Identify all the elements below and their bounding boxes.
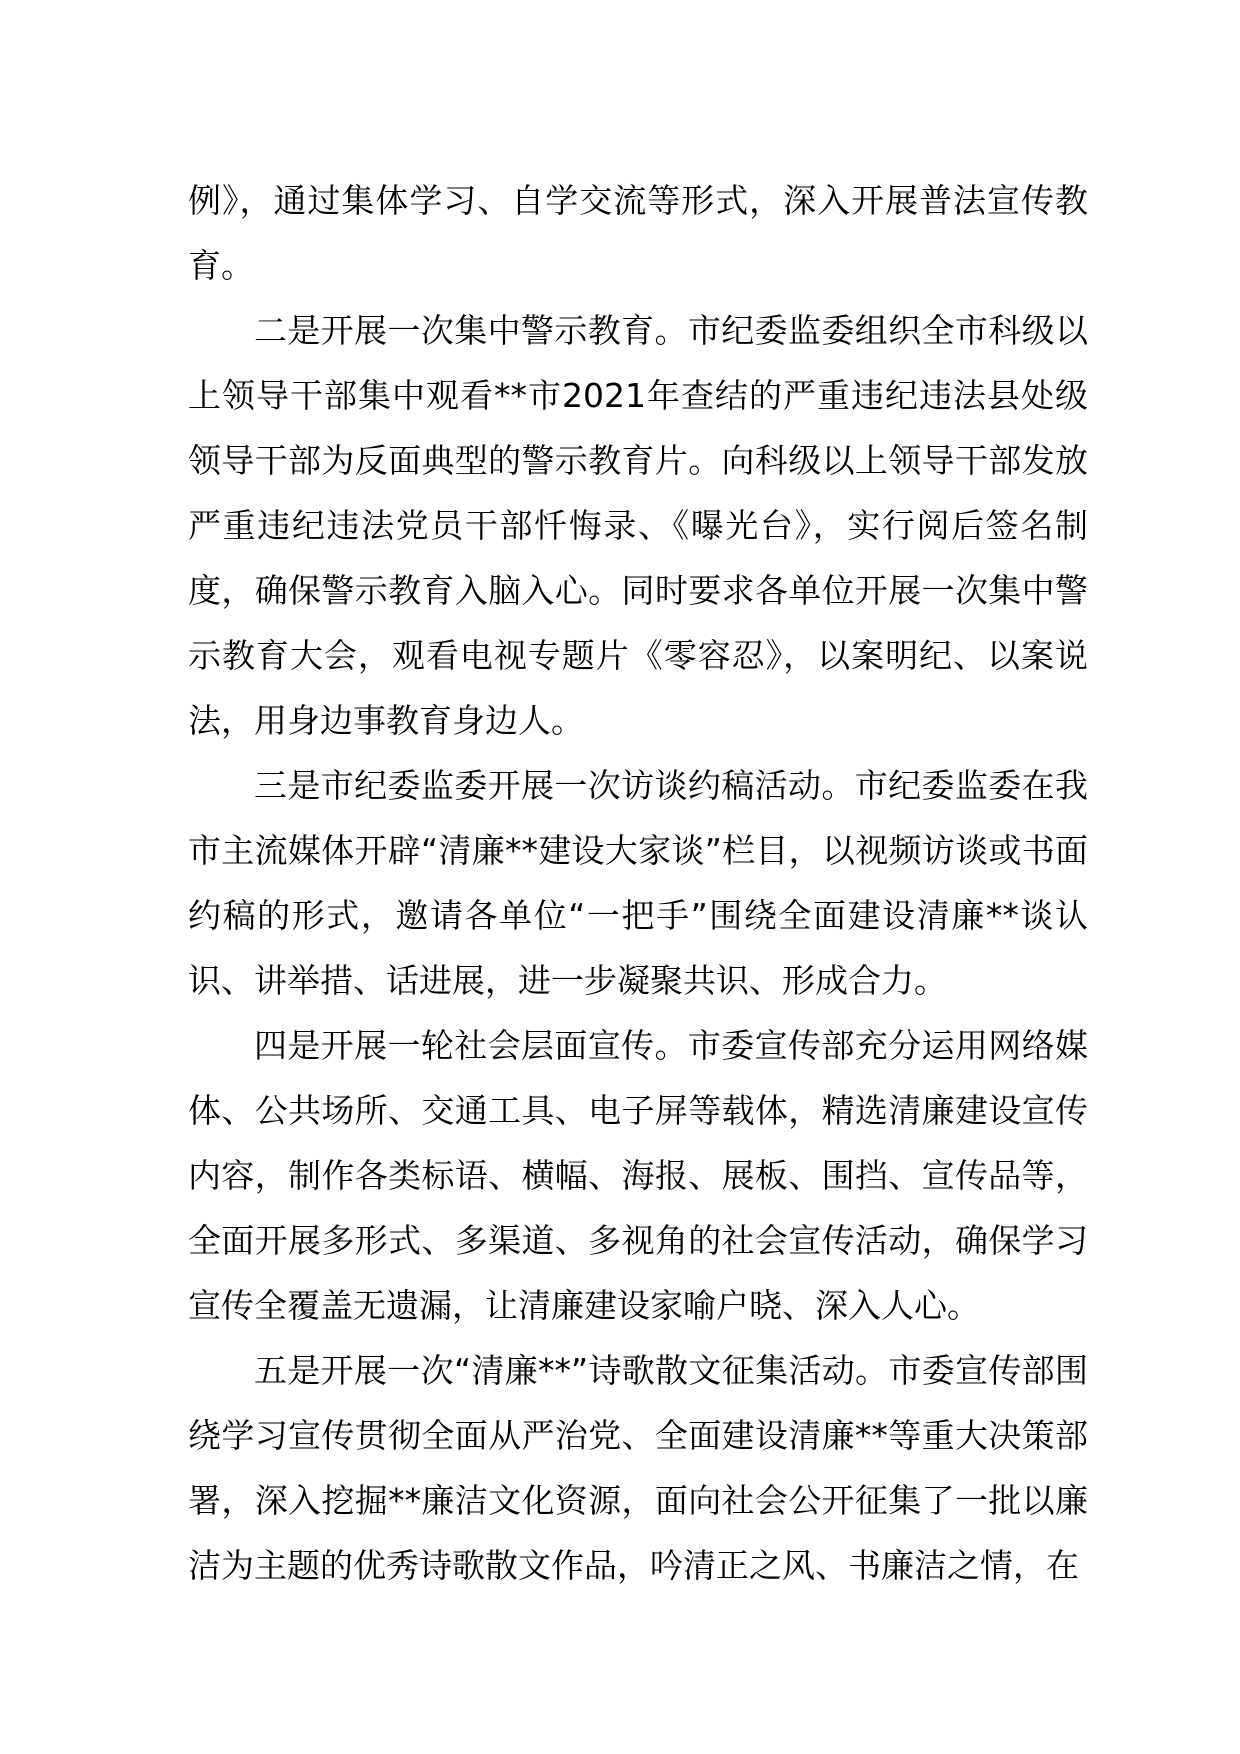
- paragraph-interview-activity: 三是市纪委监委开展一次访谈约稿活动。市纪委监委在我市主流媒体开辟“清廉**建设大家谈”栏目，以视频访谈或书面约稿的形式，邀请各单位“一把手”围绕全面建设清廉**谈认识、讲举措、话进展，进一步凝聚共识、形成合力。: [188, 766, 1088, 1000]
- document-body: [188, 168, 1088, 1598]
- paragraph-warning-education: 二是开展一次集中警示教育。市纪委监委组织全市科级以上领导干部集中观看**市2021年查结的严重违纪违法县处级领导干部为反面典型的警示教育片。向科级以上领导干部发放严重违纪违法党员干部忏悔录、《曝光台》，实行阅后签名制度，确保警示教育入脑入心。同时要求各单位开展一次集中警示教育大会，观看电视专题片《零容忍》，以案明纪、以案说法，用身边事教育身边人。: [188, 311, 1088, 740]
- paragraph-social-publicity: 四是开展一轮社会层面宣传。市委宣传部充分运用网络媒体、公共场所、交通工具、电子屏等载体，精选清廉建设宣传内容，制作各类标语、横幅、海报、展板、围挡、宣传品等，全面开展多形式、多渠道、多视角的社会宣传活动，确保学习宣传全覆盖无遗漏，让清廉建设家喻户晓、深入人心。: [188, 1026, 1088, 1325]
- paragraph-continued-regulation: 例》，通过集体学习、自学交流等形式，深入开展普法宣传教育。: [188, 181, 1088, 285]
- paragraph-poetry-collection: 五是开展一次“清廉**”诗歌散文征集活动。市委宣传部围绕学习宣传贯彻全面从严治党、全面建设清廉**等重大决策部署，深入挖掘**廉洁文化资源，面向社会公开征集了一批以廉洁为主题的优秀诗歌散文作品，吟清正之风、书廉洁之情，在: [188, 1351, 1088, 1585]
